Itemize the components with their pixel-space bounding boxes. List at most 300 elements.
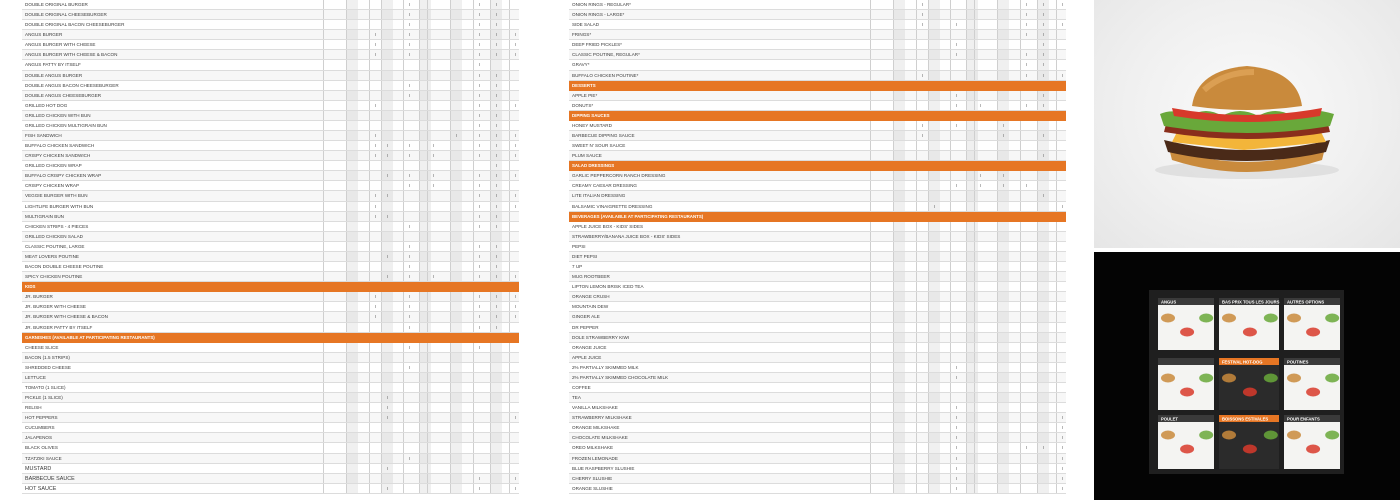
allergen-cell (1037, 272, 1049, 281)
allergen-cell (928, 232, 940, 241)
allergen-cell: I (1037, 443, 1049, 452)
allergen-cell (369, 171, 381, 180)
allergen-cell: I (916, 0, 928, 9)
allergen-cell (381, 373, 393, 382)
allergen-cell (928, 302, 940, 311)
allergen-cell (427, 191, 439, 200)
allergen-cell (950, 262, 962, 271)
allergen-cell (323, 111, 335, 120)
allergen-cell (997, 60, 1009, 69)
allergen-cell (870, 383, 882, 392)
allergen-cell: I (403, 323, 415, 332)
allergen-cell: I (950, 484, 962, 493)
item-name: GRILLED CHICKEN SALAD (25, 233, 83, 239)
allergen-cell (870, 403, 882, 412)
allergen-cell: I (403, 40, 415, 49)
table-row (569, 292, 1066, 302)
allergen-cell: I (490, 0, 502, 9)
allergen-cell (323, 131, 335, 140)
allergen-cell: I (473, 212, 485, 221)
item-name: ANGUS BURGER WITH CHEESE & BACON (25, 52, 118, 58)
table-row (569, 282, 1066, 292)
item-name: BLUE RASPBERRY SLUSHIE (572, 465, 635, 471)
allergen-cell (323, 0, 335, 9)
allergen-cell (916, 161, 928, 170)
allergen-cell (346, 312, 358, 321)
allergen-cell: I (509, 151, 519, 160)
allergen-cell (323, 20, 335, 29)
allergen-cell (1020, 262, 1032, 271)
allergen-cell (974, 403, 986, 412)
allergen-cell (916, 202, 928, 211)
allergen-cell (870, 20, 882, 29)
allergen-cell (427, 403, 439, 412)
allergen-cell (490, 383, 502, 392)
allergen-cell (323, 272, 335, 281)
allergen-cell (928, 181, 940, 190)
allergen-cell: I (1037, 40, 1049, 49)
allergen-cell (1020, 312, 1032, 321)
allergen-cell (974, 413, 986, 422)
menu-board-panel (1158, 358, 1214, 410)
allergen-cell (1037, 121, 1049, 130)
table-row (22, 141, 519, 151)
allergen-cell (974, 464, 986, 473)
item-name: GRILLED HOT DOG (25, 102, 68, 108)
item-name: FISH SANDWICH (25, 133, 62, 139)
allergen-cell (1020, 151, 1032, 160)
allergen-cell: I (490, 272, 502, 281)
allergen-cell (323, 252, 335, 261)
allergen-cell: I (473, 50, 485, 59)
allergen-cell (346, 333, 358, 342)
allergen-cell: I (490, 212, 502, 221)
allergen-cell (893, 81, 905, 90)
allergen-cell (997, 403, 1009, 412)
allergen-cell (916, 323, 928, 332)
allergen-cell (974, 443, 986, 452)
allergen-cell (323, 81, 335, 90)
allergen-cell (369, 323, 381, 332)
allergen-cell (1037, 141, 1049, 150)
allergen-cell (1020, 121, 1032, 130)
allergen-cell: I (403, 171, 415, 180)
allergen-cell (450, 474, 462, 483)
allergen-cell (974, 131, 986, 140)
allergen-cell (997, 0, 1009, 9)
allergen-cell: I (427, 272, 439, 281)
allergen-cell (893, 272, 905, 281)
item-name: APPLE JUICE BOX - KIDS' SIDES (572, 223, 644, 229)
allergen-cell: I (490, 30, 502, 39)
allergen-cell (346, 292, 358, 301)
allergen-cell: I (950, 454, 962, 463)
allergen-cell (403, 121, 415, 130)
allergen-cell (450, 403, 462, 412)
allergen-cell (1037, 454, 1049, 463)
allergen-cell (323, 30, 335, 39)
allergen-cell: I (369, 131, 381, 140)
allergen-cell (928, 0, 940, 9)
table-row (22, 151, 519, 161)
allergen-cell (509, 212, 519, 221)
table-row (569, 50, 1066, 60)
allergen-cell: I (1020, 71, 1032, 80)
item-name: DOUBLE ANGUS BURGER (25, 72, 83, 78)
allergen-cell (997, 282, 1009, 291)
allergen-cell (1020, 282, 1032, 291)
allergen-cell (509, 91, 519, 100)
item-name: STRAWBERRY MILKSHAKE (572, 415, 632, 421)
allergen-cell (893, 232, 905, 241)
allergen-cell (369, 403, 381, 412)
allergen-cell (381, 363, 393, 372)
allergen-cell (369, 161, 381, 170)
allergen-cell (473, 232, 485, 241)
table-row (22, 262, 519, 272)
allergen-cell (509, 282, 519, 291)
section-title: KIDS (25, 284, 36, 290)
allergen-cell (928, 363, 940, 372)
allergen-cell (381, 30, 393, 39)
allergen-cell (403, 101, 415, 110)
allergen-cell (427, 0, 439, 9)
allergen-cell (369, 272, 381, 281)
allergen-cell (427, 222, 439, 231)
item-name: DOUBLE ORIGINAL BACON CHEESEBURGER (25, 22, 125, 28)
allergen-cell (1020, 191, 1032, 200)
allergen-cell (403, 393, 415, 402)
item-name: LIPTON LEMON BRISK ICED TEA (572, 284, 644, 290)
allergen-cell (870, 212, 882, 221)
allergen-cell (403, 202, 415, 211)
menu-board-panel (1284, 298, 1340, 350)
allergen-cell (1056, 161, 1066, 170)
table-row (22, 60, 519, 70)
allergen-cell (323, 292, 335, 301)
item-name: DOUBLE ANGUS CHEESEBURGER (25, 92, 102, 98)
allergen-cell (1020, 474, 1032, 483)
allergen-cell (427, 131, 439, 140)
allergen-cell (893, 71, 905, 80)
section-header-row (569, 81, 1066, 91)
allergen-cell: I (403, 302, 415, 311)
menu-board-panel (1219, 415, 1279, 469)
allergen-cell (893, 443, 905, 452)
allergen-cell (950, 202, 962, 211)
allergen-cell (950, 232, 962, 241)
allergen-cell (916, 393, 928, 402)
allergen-cell (381, 312, 393, 321)
allergen-cell (427, 353, 439, 362)
allergen-cell (950, 131, 962, 140)
allergen-cell (950, 312, 962, 321)
allergen-cell (950, 393, 962, 402)
allergen-cell (893, 212, 905, 221)
allergen-cell (509, 323, 519, 332)
allergen-cell (928, 474, 940, 483)
allergen-cell: I (381, 191, 393, 200)
allergen-cell (1037, 81, 1049, 90)
allergen-cell (450, 181, 462, 190)
allergen-cell: I (490, 81, 502, 90)
allergen-cell (323, 393, 335, 402)
allergen-cell (950, 81, 962, 90)
item-name: SHREDDED CHEESE (25, 364, 71, 370)
allergen-cell (346, 202, 358, 211)
menu-board-panel-title: BAS PRIX TOUS LES JOURS (1222, 299, 1280, 305)
table-row (22, 272, 519, 282)
table-row (569, 252, 1066, 262)
item-name: MEAT LOVERS POUTINE (25, 253, 79, 259)
allergen-cell (509, 423, 519, 432)
allergen-cell (346, 443, 358, 452)
table-row (22, 323, 519, 333)
allergen-cell (369, 60, 381, 69)
allergen-cell (369, 343, 381, 352)
menu-board-panel-title: BOISSONS ESTIVALES (1222, 416, 1269, 422)
allergen-cell (893, 373, 905, 382)
table-row (569, 454, 1066, 464)
allergen-cell (427, 423, 439, 432)
allergen-cell (346, 20, 358, 29)
allergen-cell (893, 171, 905, 180)
allergen-cell (1037, 373, 1049, 382)
allergen-cell: I (950, 181, 962, 190)
allergen-cell (928, 91, 940, 100)
allergen-cell: I (950, 413, 962, 422)
allergen-cell (870, 272, 882, 281)
allergen-cell (346, 484, 358, 493)
allergen-cell (369, 252, 381, 261)
allergen-table-left (22, 0, 519, 500)
allergen-cell (1037, 181, 1049, 190)
allergen-cell (369, 181, 381, 190)
allergen-cell: I (997, 121, 1009, 130)
allergen-cell: I (916, 20, 928, 29)
allergen-cell (950, 111, 962, 120)
allergen-cell (1020, 403, 1032, 412)
allergen-cell: I (403, 343, 415, 352)
allergen-cell: I (974, 181, 986, 190)
item-name: ANGUS BURGER (25, 32, 63, 38)
allergen-cell: I (1056, 464, 1066, 473)
allergen-cell (870, 393, 882, 402)
allergen-cell (893, 222, 905, 231)
allergen-cell (381, 60, 393, 69)
allergen-cell (928, 50, 940, 59)
allergen-cell (997, 353, 1009, 362)
allergen-cell (1056, 191, 1066, 200)
allergen-cell (893, 464, 905, 473)
allergen-cell (974, 141, 986, 150)
allergen-cell (974, 373, 986, 382)
allergen-cell (509, 464, 519, 473)
allergen-cell (473, 373, 485, 382)
allergen-cell: I (473, 20, 485, 29)
allergen-cell (916, 363, 928, 372)
allergen-cell: I (381, 484, 393, 493)
allergen-cell (1020, 423, 1032, 432)
allergen-cell (893, 383, 905, 392)
allergen-cell (323, 423, 335, 432)
allergen-cell (403, 484, 415, 493)
allergen-cell (916, 282, 928, 291)
table-row (22, 232, 519, 242)
allergen-cell (346, 413, 358, 422)
allergen-cell (323, 222, 335, 231)
allergen-cell (369, 81, 381, 90)
allergen-cell (450, 292, 462, 301)
allergen-cell: I (369, 151, 381, 160)
item-name: VANILLA MILKSHAKE (572, 405, 618, 411)
allergen-cell (509, 60, 519, 69)
allergen-cell (1037, 343, 1049, 352)
allergen-cell (427, 474, 439, 483)
allergen-cell (1037, 413, 1049, 422)
item-name: ORANGE JUICE (572, 344, 607, 350)
allergen-cell (369, 20, 381, 29)
allergen-cell: I (997, 131, 1009, 140)
allergen-cell: I (1056, 484, 1066, 493)
table-row (22, 121, 519, 131)
item-name: DOUBLE ORIGINAL BURGER (25, 2, 88, 7)
allergen-cell: I (381, 413, 393, 422)
allergen-cell: I (473, 121, 485, 130)
allergen-cell: I (490, 181, 502, 190)
allergen-cell (427, 323, 439, 332)
allergen-cell (974, 232, 986, 241)
allergen-cell: I (490, 292, 502, 301)
item-name: PLUM SAUCE (572, 153, 602, 159)
allergen-cell (916, 433, 928, 442)
allergen-cell (1020, 91, 1032, 100)
allergen-cell (870, 252, 882, 261)
allergen-cell: I (473, 71, 485, 80)
item-name: DOLE STRAWBERRY KIWI (572, 334, 630, 340)
allergen-cell: I (1020, 20, 1032, 29)
allergen-cell (369, 363, 381, 372)
allergen-cell (974, 433, 986, 442)
table-row (569, 40, 1066, 50)
allergen-cell: I (509, 141, 519, 150)
allergen-cell: I (369, 50, 381, 59)
allergen-cell (427, 302, 439, 311)
allergen-cell: I (473, 0, 485, 9)
menu-board-panel-title: POULET (1161, 416, 1178, 422)
allergen-cell (916, 443, 928, 452)
allergen-cell (427, 262, 439, 271)
allergen-cell (893, 30, 905, 39)
allergen-cell (1037, 232, 1049, 241)
allergen-cell (928, 383, 940, 392)
allergen-cell (893, 50, 905, 59)
allergen-cell (427, 161, 439, 170)
allergen-cell (427, 10, 439, 19)
allergen-cell (346, 222, 358, 231)
allergen-cell (509, 181, 519, 190)
allergen-cell: I (974, 101, 986, 110)
allergen-cell (1056, 131, 1066, 140)
allergen-cell: I (490, 131, 502, 140)
allergen-cell: I (509, 50, 519, 59)
item-name: JR. BURGER PATTY BY ITSELF (25, 324, 93, 330)
table-row (22, 252, 519, 262)
allergen-cell (490, 484, 502, 493)
allergen-cell (323, 403, 335, 412)
menu-board-panel-title: POUTINES (1287, 359, 1309, 365)
allergen-cell: I (1056, 0, 1066, 9)
allergen-cell (928, 60, 940, 69)
item-name: HOT SAUCE (25, 485, 57, 492)
allergen-cell (916, 242, 928, 251)
allergen-cell (950, 272, 962, 281)
table-row (22, 423, 519, 433)
allergen-cell (997, 393, 1009, 402)
allergen-cell (450, 202, 462, 211)
table-row (569, 121, 1066, 131)
allergen-cell (323, 121, 335, 130)
table-row (569, 403, 1066, 413)
allergen-cell (997, 202, 1009, 211)
table-row (569, 262, 1066, 272)
allergen-cell: I (403, 272, 415, 281)
allergen-cell (427, 454, 439, 463)
allergen-cell (323, 484, 335, 493)
allergen-cell: I (403, 312, 415, 321)
allergen-cell (974, 292, 986, 301)
menu-board-panel-title: POUR ENFANTS (1287, 416, 1320, 422)
allergen-cell (509, 10, 519, 19)
allergen-cell (870, 454, 882, 463)
allergen-cell (928, 81, 940, 90)
allergen-cell (450, 121, 462, 130)
allergen-cell (381, 101, 393, 110)
item-name: ONION RINGS - LARGE* (572, 12, 625, 18)
allergen-cell (346, 464, 358, 473)
allergen-cell (950, 333, 962, 342)
allergen-cell (974, 252, 986, 261)
allergen-cell (997, 312, 1009, 321)
allergen-cell (893, 484, 905, 493)
allergen-cell (323, 232, 335, 241)
item-name: CRISPY CHICKEN SANDWICH (25, 153, 91, 159)
allergen-cell: I (473, 202, 485, 211)
allergen-cell (870, 312, 882, 321)
section-title: SALAD DRESSINGS (572, 163, 615, 169)
table-row (569, 353, 1066, 363)
allergen-cell: I (473, 181, 485, 190)
allergen-cell (450, 262, 462, 271)
item-name: ANGUS BURGER WITH CHEESE (25, 42, 96, 48)
allergen-cell (509, 161, 519, 170)
allergen-cell: I (473, 302, 485, 311)
allergen-cell (346, 373, 358, 382)
allergen-cell: I (950, 40, 962, 49)
allergen-cell: I (381, 272, 393, 281)
allergen-cell (997, 383, 1009, 392)
allergen-cell (893, 151, 905, 160)
allergen-cell (381, 10, 393, 19)
allergen-cell (323, 413, 335, 422)
allergen-cell: I (381, 252, 393, 261)
allergen-cell (1037, 312, 1049, 321)
table-row (569, 423, 1066, 433)
table-row (569, 333, 1066, 343)
item-name: CRISPY CHICKEN WRAP (25, 183, 80, 189)
allergen-cell: I (490, 323, 502, 332)
allergen-cell (427, 242, 439, 251)
